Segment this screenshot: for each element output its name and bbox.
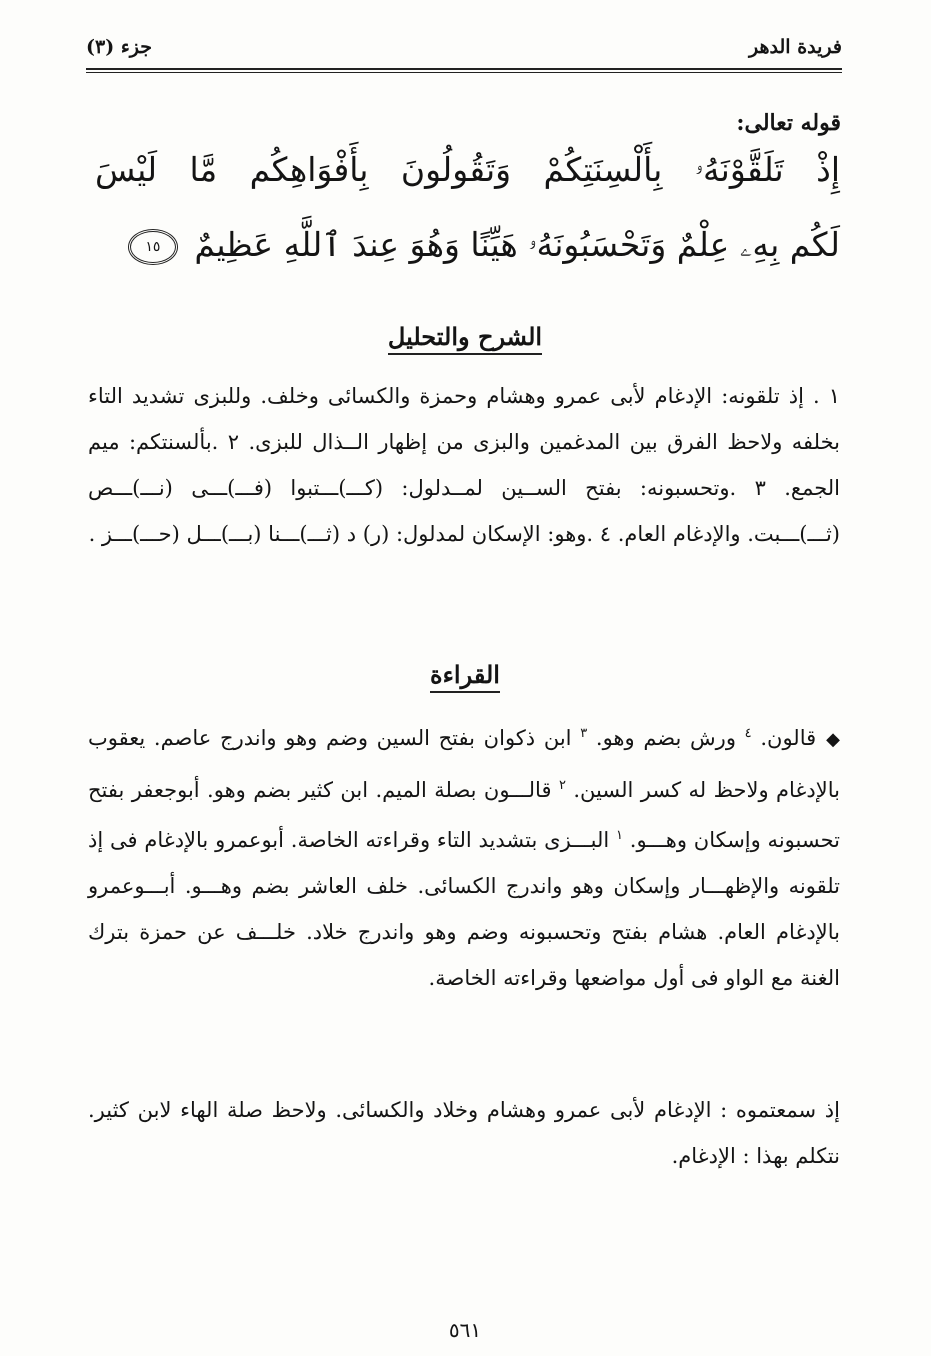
sharh-paragraph: ١ . إذ تلقونه: الإدغام لأبى عمرو وهشام وحمزة والكسائى وخلف. وللبزى تشديد التاء بخلفه ولاحظ الفرق بين المدغمين والبزى من إظهار الــذال للبزى. ٢ .بألسنتكم: ميم الجمع. ٣ .وتحسبونه: بفتح الســين لمــدلول: (كـــ)ـــتبوا (فـــ)ـــى (نـــ)ـــص (ثـــ)ـــبت. والإدغام العام. ٤ .وهو: الإسكان لمدلول: (ر) د (ثـــ)ـــنا (بـــ)ـــل (حـــ)ـــز . bbox=[88, 384, 840, 546]
verse-line-2-text: لَكُم بِهِۦ عِلْمٌ وَتَحْسَبُونَهُۥ هَيِّنًا وَهُوَ عِندَ ٱللَّهِ عَظِيمٌ bbox=[194, 225, 840, 264]
verse-line-1: إِذْ تَلَقَّوْنَهُۥ بِأَلْسِنَتِكُمْ وَتَقُولُونَ بِأَفْوَاهِكُم مَّا لَيْسَ bbox=[95, 150, 840, 189]
intro-heading: قوله تعالى: bbox=[736, 110, 841, 136]
section-title-qiraa-text: القراءة bbox=[430, 660, 500, 693]
qiraa-paragraph bbox=[88, 711, 840, 1001]
verse-line-2 bbox=[95, 225, 840, 265]
footnote-ref-3: ٣ bbox=[580, 726, 588, 741]
book-title: فريدة الدهر bbox=[749, 36, 842, 58]
qiraa-text-a: قالون. bbox=[760, 726, 817, 750]
page-header bbox=[86, 30, 842, 66]
page-number: ٥٦١ bbox=[448, 1318, 482, 1342]
qiraa-text-c: ابن ذكوان بفتح السين وضم وهو واندرج عاصم. يعقوب بالإدغام ولاحظ له كسر السين. bbox=[88, 726, 840, 802]
header-divider-thin bbox=[86, 72, 842, 73]
footnote-ref-2: ٢ bbox=[558, 778, 566, 793]
diamond-bullet-icon: ◆ bbox=[826, 729, 840, 750]
section-title-sharh bbox=[340, 322, 590, 355]
footnote-ref-4: ٤ bbox=[744, 726, 752, 741]
section-title-qiraa bbox=[380, 660, 550, 693]
qiraa-text-e: البـــزى بتشديد التاء وقراءته الخاصة. أبوعمرو بالإدغام فى إذ تلقونه والإظهـــار وإسكان وهو واندرج الكسائى. خلف العاشر بضم وهـــو. أبـــوعمرو بالإدغام العام. هشام بفتح وتحسبونه وضم وهو واندرج خلاد. خلـــف عن حمزة بترك الغنة مع الواو فى أول مواضعها وقراءته الخاصة. bbox=[88, 828, 840, 990]
qiraa-text-d: قالـــون بصلة الميم. ابن كثير بضم وهو. أبوجعفر بفتح تحسبونه وإسكان وهـــو. bbox=[88, 778, 840, 852]
footnote-ref-1: ١ bbox=[616, 828, 623, 843]
qiraa-text-b: ورش بضم وهو. bbox=[595, 726, 736, 750]
header-divider bbox=[86, 68, 842, 70]
volume-label: جزء (٣) bbox=[86, 36, 152, 58]
note-paragraph: إذ سمعتموه : الإدغام لأبى عمرو وهشام وخلاد والكسائى. ولاحظ صلة الهاء لابن كثير. نتكلم بهذا : الإدغام. bbox=[88, 1098, 840, 1168]
ayah-number-marker: ١٥ bbox=[128, 229, 178, 265]
section-title-sharh-text: الشرح والتحليل bbox=[388, 322, 542, 355]
